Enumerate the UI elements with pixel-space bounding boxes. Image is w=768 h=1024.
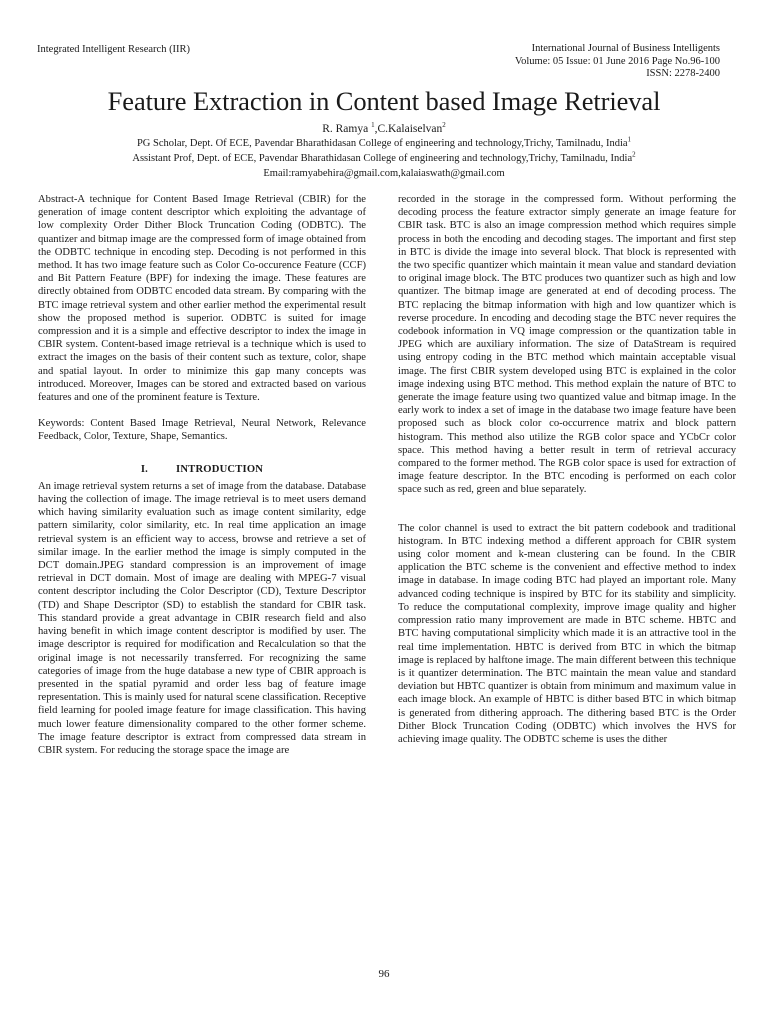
keywords: Keywords: Content Based Image Retrieval, Neural Network, Relevance Feedback, Color, Texture, Shape, Semantics. <box>38 418 366 443</box>
body-paragraph-1: recorded in the storage in the compressed form. Without performing the decoding process the feature extractor simply generate an image feature for CBIR task. BTC is also an image compression method which requires simple process in both the encoding and decoding stages. The important and first step in BTC is divide the image into several block. That block is represented with the two specific quantizer which maintain it mean value and standard deviation to original image block. The BTC produces two quantizer such as high and low quantizer. The bitmap image are generated at end of decoding process. The BTC replacing the bitmap information with high and low quantizer which is reverse procedure. In encoding and decoding stage the BTC never requires the codebook information in VQ image compression or the quantization table in JPEG which are auxiliary information. The size of DataStream is required using entropy coding in the BTC method which maintain acceptable visual image. The first CBIR system developed using BTC is explained in the color image indexing using BTC method. This method explain the nature of BTC to generate the image feature using two quantized value and bitmap image. In the early work to index a set of image in the database two image feature have been proposed such as block color co-occurrence matrix and block pattern histogram. This method also utilize the RGB color space and YCbCr color space. This method having a better result in term of retrieval accuracy compared to the former method. The RGB color space is used for extraction of image feature descriptor. In the BTC encoding is performed on each color space such as red, green and blue separately. <box>398 194 736 496</box>
journal-issn: ISSN: 2278-2400 <box>646 68 720 79</box>
journal-name: International Journal of Business Intelligents <box>531 43 720 54</box>
paper-title: Feature Extraction in Content based Image Retrieval <box>107 86 661 116</box>
journal-publisher: Integrated Intelligent Research (IIR) <box>37 44 191 55</box>
author-emails: Email:ramyabehira@gmail.com,kalaiaswath@gmail.com <box>263 168 505 179</box>
section-heading-introduction <box>38 463 366 476</box>
author-1-sup: 1 <box>371 121 375 130</box>
body-paragraph-2: The color channel is used to extract the bit pattern codebook and traditional histogram. In BTC indexing method a different approach for CBIR system using color moment and k-mean clustering can be found. In the CBIR application the BTC scheme is the convenient and effective method to index image in database. In image coding BTC had played an important role. Many advanced coding technique is inspired by BTC for its stability and simplicity. To reduce the computational complexity, improve image quality and higher compression ratio many improvement are made in BTC scheme. HBTC and BTC having computational simplicity which made it is an attractive tool in the real time implementation. HBTC is derived from BTC in which the bitmap image is replaced by halftone image. The main different between this technique is it quantizer determination. The BTC maintain the mean value and standard deviation but HBTC quantizer is obtain from minimum and maximum value in each image block. An example of HBTC is dither based BTC in which bitmap is generated from dithering approach. The dithering based BTC is the Order Dither Block Truncation Coding (ODBTC) which involves the HVS for achieving image quality. The ODBTC scheme is uses the dither <box>398 522 736 745</box>
abstract: Abstract-A technique for Content Based Image Retrieval (CBIR) for the generation of image content descriptor which exploiting the advantage of low complexity Order Dither Block Truncation Coding (ODBTC). The quantizer and bitmap image are the compressed form of image obtained from the ODBTC technique in encoding step. Decoding is not performed in this method. It has two image feature such as Color Co-occurence Feature (CCF) and Bit Pattern Feature (BPF) for indexing the image. These features are directly obtained from ODBTC encoded data stream. By comparing with the BTC image retrieval system and other earlier method the experimental result show the proposed method is superior. ODBTC is suited for image compression and it is a simple and effective descriptor to index the image in CBIR system. Content-based image retrieval is a technique which is used to extract the images on the basis of their content such as texture, color, shape and spatial layout. In order to minimize this gap many concepts was introduced. Moreover, Images can be stored and extracted based on various features and one of the prominent feature is Texture. <box>38 194 366 404</box>
journal-volume: Volume: 05 Issue: 01 June 2016 Page No.96-100 <box>514 55 720 67</box>
author-2: ,C.Kalaiselvan <box>374 123 443 135</box>
affiliation-1-text: PG Scholar, Dept. Of ECE, Pavendar Bharathidasan College of engineering and technology,Trichy, Tamilnadu, India <box>136 138 628 149</box>
affiliation-2-sup: 2 <box>632 150 636 159</box>
author-2-sup: 2 <box>442 121 446 130</box>
intro-paragraph: An image retrieval system returns a set of image from the database. Database having the collection of image. The image retrieval is to meet users demand which having similarity evaluation such as image content similarity, edge pattern similarity, color similarity, etc. In real time application an image retrieval system is an efficient way to access, browse and retrieve a set of similar image. In the earlier method the image is simply computed in the DCT domain.JPEG standard compression is an improvement of image retrieval in DCT domain. Most of image are dealing with MPEG-7 visual content descriptor including the Color Descriptor (CD), Texture Descriptor (TD) and Shape Descriptor (SD) to establish the standard for CBIR task. This standard provide a great advantage in CBIR research field and also having benefit in which image content descriptor is modified by user. The image descriptor is required for modification and Recalculation so that the original image is not necessarily transferred. For recognizing the same categories of image from the huge database a new type of CBIR approach is presented in the spatial pyramid and order less bag of feature image representation. This is mainly used for natural scene classification. Receptive field learning for pooled image feature for image classification. This having much lower feature dimensionality compared to the other former scheme. The image feature descriptor is extract from compressed data stream in CBIR system. For reducing the storage space the image are <box>38 480 366 756</box>
page-number: 96 <box>378 968 390 980</box>
authors <box>0 123 768 135</box>
affiliation-1 <box>0 135 768 149</box>
section-number: I. <box>140 463 148 475</box>
left-column <box>38 193 366 757</box>
section-title: INTRODUCTION <box>176 463 264 475</box>
affiliation-1-sup: 1 <box>627 135 632 144</box>
right-column <box>398 193 736 746</box>
journal-info <box>515 43 720 81</box>
author-1: R. Ramya <box>322 123 372 135</box>
affiliation-2-text: Assistant Prof, Dept. of ECE, Pavendar Bharathidasan College of engineering and technology,Trichy, Tamilnadu, India <box>132 153 633 164</box>
affiliation-2 <box>0 150 768 164</box>
